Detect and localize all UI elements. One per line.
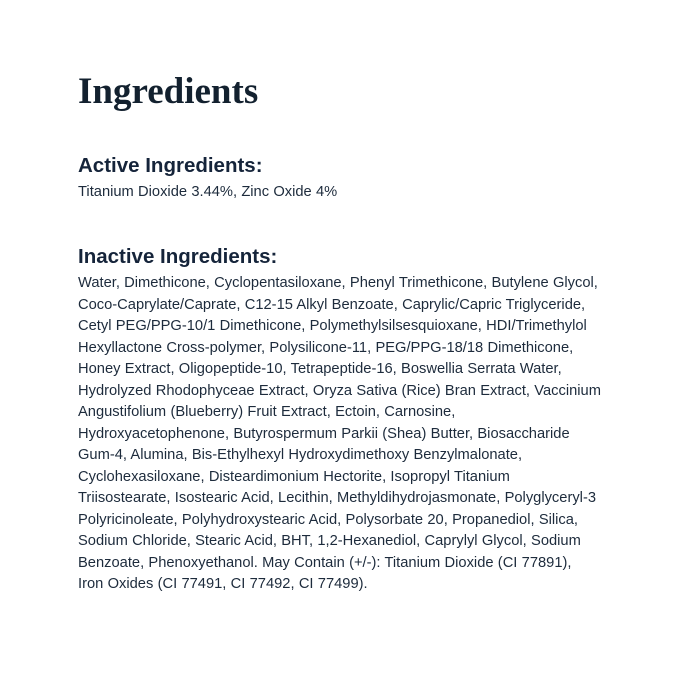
inactive-ingredients-section <box>78 244 601 596</box>
inactive-ingredients-heading: Inactive Ingredients: <box>78 244 278 268</box>
active-ingredients-section <box>78 153 601 204</box>
page-title: Ingredients <box>78 71 259 112</box>
active-ingredients-heading: Active Ingredients: <box>78 153 263 177</box>
active-ingredients-list: Titanium Dioxide 3.44%, Zinc Oxide 4% <box>78 184 338 201</box>
inactive-ingredients-list: Water, Dimethicone, Cyclopentasiloxane, Phenyl Trimethicone, Butylene Glycol, Coco-Caprylate/Caprate, C12-15 Alkyl Benzoate, Caprylic/Capric Triglyceride, Cetyl PEG/PPG-10/1 Dimethicone, Polymethylsilsesquioxane, HDI/Trimethylol Hexyllactone Cross-polymer, Polysilicone-11, PEG/PPG-18/18 Dimethicone, Honey Extract, Oligopeptide-10, Tetrapeptide-16, Boswellia Serrata Water, Hydrolyzed Rhodophyceae Extract, Oryza Sativa (Rice) Bran Extract, Vaccinium Angustifolium (Blueberry) Fruit Extract, Ectoin, Carnosine, Hydroxyacetophenone, Butyrospermum Parkii (Shea) Butter, Biosaccharide Gum-4, Alumina, Bis-Ethylhexyl Hydroxydimethoxy Benzylmalonate, Cyclohexasiloxane, Disteardimonium Hectorite, Isopropyl Titanium Triisostearate, Isostearic Acid, Lecithin, Methyldihydrojasmonate, Polyglyceryl-3 Polyricinoleate, Polyhydroxystearic Acid, Polysorbate 20, Propanediol, Silica, Sodium Chloride, Stearic Acid, BHT, 1,2-Hexanediol, Caprylyl Glycol, Sodium Benzoate, Phenoxyethanol. May Contain (+/-): Titanium Dioxide (CI 77891), Iron Oxides (CI 77491, CI 77492, CI 77499). <box>78 275 601 593</box>
